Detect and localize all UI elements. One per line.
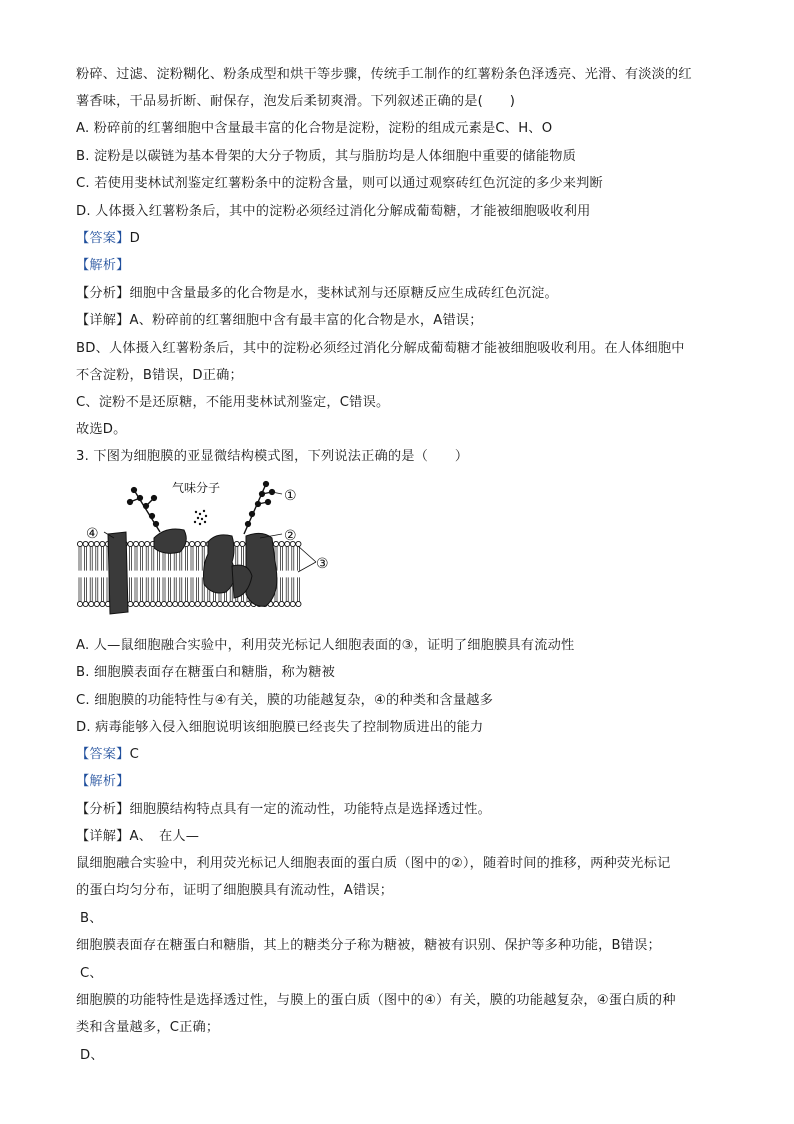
q3-xiangjie-a-2: 的蛋白均匀分布，证明了细胞膜具有流动性，A错误； [76, 883, 394, 898]
lipid-head [279, 601, 284, 606]
q2-stem-line1: 粉碎、过滤、淀粉糊化、粉条成型和烘干等步骤，传统手工制作的红薯粉条色泽透亮、光滑、有淡淡的红 [76, 67, 692, 82]
lipid-tail [129, 547, 131, 571]
q3-stem: 3. 下图为细胞膜的亚显微结构模式图，下列说法正确的是（ ） [76, 449, 469, 464]
q2-xiangjie-2: BD、人体摄入红薯粉条后，其中的淀粉必须经过消化分解成葡萄糖才能被细胞吸收利用。在人体细胞中 [76, 341, 685, 356]
q3-fenxi: 【分析】细胞膜结构特点具有一定的流动性，功能特点是选择透过性。 [76, 802, 492, 817]
q3-option-a: A. 人—鼠细胞融合实验中，利用荧光标记人细胞表面的③，证明了细胞膜具有流动性 [76, 638, 575, 653]
lipid-head [195, 541, 200, 546]
q2-fenxi: 【分析】细胞中含量最多的化合物是水，斐林试剂与还原糖反应生成砖红色沉淀。 [76, 286, 558, 301]
lipid-head [189, 601, 194, 606]
lipid-head [240, 601, 245, 606]
q3-option-b: B. 细胞膜表面存在糖蛋白和糖脂，称为糖被 [76, 665, 336, 680]
lipid-head [201, 601, 206, 606]
lipid-tail [292, 547, 294, 571]
lipid-head [273, 541, 278, 546]
lipid-tail [90, 547, 92, 571]
sugar-chain-left [128, 488, 160, 532]
lipid-head [100, 541, 105, 546]
lipid-tail [191, 547, 193, 571]
lipid-tail [197, 547, 199, 571]
q3-analysis-tag: 【解析】 [76, 774, 130, 789]
lipid-tail [96, 547, 98, 571]
marker-1: ① [284, 488, 297, 504]
answer-tag: 【答案】 [76, 231, 130, 246]
lipid-tail [101, 547, 103, 571]
lipid-head [150, 601, 155, 606]
lipid-tail [185, 547, 187, 571]
membrane-diagram [76, 476, 336, 626]
lipid-tail [163, 577, 165, 601]
protein-middle [204, 535, 235, 593]
lipid-head [217, 601, 222, 606]
lipid-head [195, 601, 200, 606]
answer-value: D [129, 231, 140, 246]
lipid-head [89, 541, 94, 546]
lipid-head [212, 601, 217, 606]
lipid-tail [152, 547, 154, 571]
lipid-tail [135, 577, 137, 601]
q2-stem-line2: 薯香味，干品易折断、耐保存，泡发后柔韧爽滑。下列叙述正确的是( ) [76, 94, 516, 109]
answer-value: C [129, 747, 139, 762]
lipid-head [178, 601, 183, 606]
lipid-tail [180, 577, 182, 601]
lipid-head [167, 601, 172, 606]
lipid-head [285, 601, 290, 606]
lipid-head [83, 601, 88, 606]
lipid-tail [90, 577, 92, 601]
q2-xiangjie-1: 【详解】A、粉碎前的红薯细胞中含有最丰富的化合物是水，A错误； [76, 313, 483, 328]
lipid-head [206, 601, 211, 606]
lipid-tail [297, 547, 299, 571]
lipid-tail [101, 577, 103, 601]
marker-4: ④ [86, 526, 99, 542]
lipid-head [296, 541, 301, 546]
q3-option-d: D. 病毒能够入侵入细胞说明该细胞膜已经丧失了控制物质进出的能力 [76, 720, 484, 735]
lipid-tail [141, 577, 143, 601]
lipid-tail [129, 577, 131, 601]
lipid-head [145, 601, 150, 606]
q3-xiangjie-b-head: B、 [80, 911, 103, 926]
lipid-head [100, 601, 105, 606]
q3-xiangjie-a-head: 【详解】A、 在人— [76, 829, 200, 844]
lipid-tail [157, 577, 159, 601]
lipid-head [273, 601, 278, 606]
lipid-head [223, 601, 228, 606]
lipid-tail [79, 577, 81, 601]
lipid-tail [169, 577, 171, 601]
lipid-tail [152, 577, 154, 601]
q3-xiangjie-c-1: 细胞膜的功能特性是选择透过性，与膜上的蛋白质（图中的④）有关，膜的功能越复杂，④蛋白质的种 [76, 993, 676, 1008]
lipid-head [234, 601, 239, 606]
lipid-tail [297, 577, 299, 601]
q3-answer [76, 746, 139, 764]
lipid-head [240, 541, 245, 546]
q2-conclusion: 故选D。 [76, 422, 127, 437]
lipid-tail [174, 577, 176, 601]
answer-tag: 【答案】 [76, 747, 130, 762]
lipid-head [133, 601, 138, 606]
q2-option-b: B. 淀粉是以碳链为基本骨架的大分子物质，其与脂肪均是人体细胞中重要的储能物质 [76, 149, 576, 164]
lipid-head [296, 601, 301, 606]
lipid-tail [146, 577, 148, 601]
lipid-head [229, 601, 234, 606]
q2-xiangjie-3: 不含淀粉，B错误，D正确； [76, 368, 243, 383]
protein-peripheral [154, 529, 186, 553]
lipid-tail [146, 547, 148, 571]
lipid-head [94, 541, 99, 546]
q2-option-a: A. 粉碎前的红薯细胞中含量最丰富的化合物是淀粉，淀粉的组成元素是C、H、O [76, 121, 553, 136]
q2-answer [76, 230, 140, 248]
membrane-diagram-svg [76, 476, 336, 626]
lipid-tail [85, 577, 87, 601]
q2-xiangjie-4: C、淀粉不是还原糖，不能用斐林试剂鉴定，C错误。 [76, 395, 390, 410]
sugar-chain-right [244, 482, 274, 534]
q3-option-c: C. 细胞膜的功能特性与④有关，膜的功能越复杂，④的种类和含量越多 [76, 693, 494, 708]
lipid-head [245, 601, 250, 606]
lipid-tail [286, 547, 288, 571]
q3-xiangjie-d-head: D、 [80, 1048, 104, 1063]
lipid-head [290, 601, 295, 606]
lipid-head [184, 601, 189, 606]
lipid-head [77, 601, 82, 606]
lipid-tail [85, 547, 87, 571]
lipid-head [128, 601, 133, 606]
lipid-head [189, 541, 194, 546]
lipid-head [201, 541, 206, 546]
lipid-tail [135, 547, 137, 571]
q3-xiangjie-c-head: C、 [80, 966, 103, 981]
lipid-head [89, 601, 94, 606]
lipid-head [156, 601, 161, 606]
q2-analysis-tag: 【解析】 [76, 258, 130, 273]
lipid-tail [292, 577, 294, 601]
lipid-tail [281, 547, 283, 571]
lipid-tail [96, 577, 98, 601]
lipid-tail [79, 547, 81, 571]
lipid-head [128, 541, 133, 546]
marker-3: ③ [316, 556, 329, 572]
q2-option-c: C. 若使用斐林试剂鉴定红薯粉条中的淀粉含量，则可以通过观察砖红色沉淀的多少来判断 [76, 176, 603, 191]
lipid-tail [286, 577, 288, 601]
q3-xiangjie-c-2: 类和含量越多，C正确； [76, 1020, 220, 1035]
odor-molecules [194, 510, 207, 525]
lipid-tail [197, 577, 199, 601]
lipid-head [77, 541, 82, 546]
odor-molecule-label: 气味分子 [172, 481, 221, 495]
q3-xiangjie-b-1: 细胞膜表面存在糖蛋白和糖脂，其上的糖类分子称为糖被，糖被有识别、保护等多种功能，B错误； [76, 938, 661, 953]
q2-option-d: D. 人体摄入红薯粉条后，其中的淀粉必须经过消化分解成葡萄糖，才能被细胞吸收利用 [76, 204, 591, 219]
lipid-tail [191, 577, 193, 601]
lipid-head [139, 601, 144, 606]
lipid-head [133, 541, 138, 546]
lipid-tail [185, 577, 187, 601]
lipid-head [173, 601, 178, 606]
lipid-head [161, 601, 166, 606]
lipid-head [94, 601, 99, 606]
lipid-head [139, 541, 144, 546]
lipid-tail [281, 577, 283, 601]
marker-2: ② [284, 528, 297, 544]
protein-right [246, 533, 277, 606]
q3-xiangjie-a-1: 鼠细胞融合实验中，利用荧光标记人细胞表面的蛋白质（图中的②），随着时间的推移，两种荧光标记 [76, 856, 671, 871]
lipid-head [145, 541, 150, 546]
lipid-head [83, 541, 88, 546]
lipid-tail [141, 547, 143, 571]
lipid-head [234, 541, 239, 546]
protein-left [108, 532, 128, 614]
